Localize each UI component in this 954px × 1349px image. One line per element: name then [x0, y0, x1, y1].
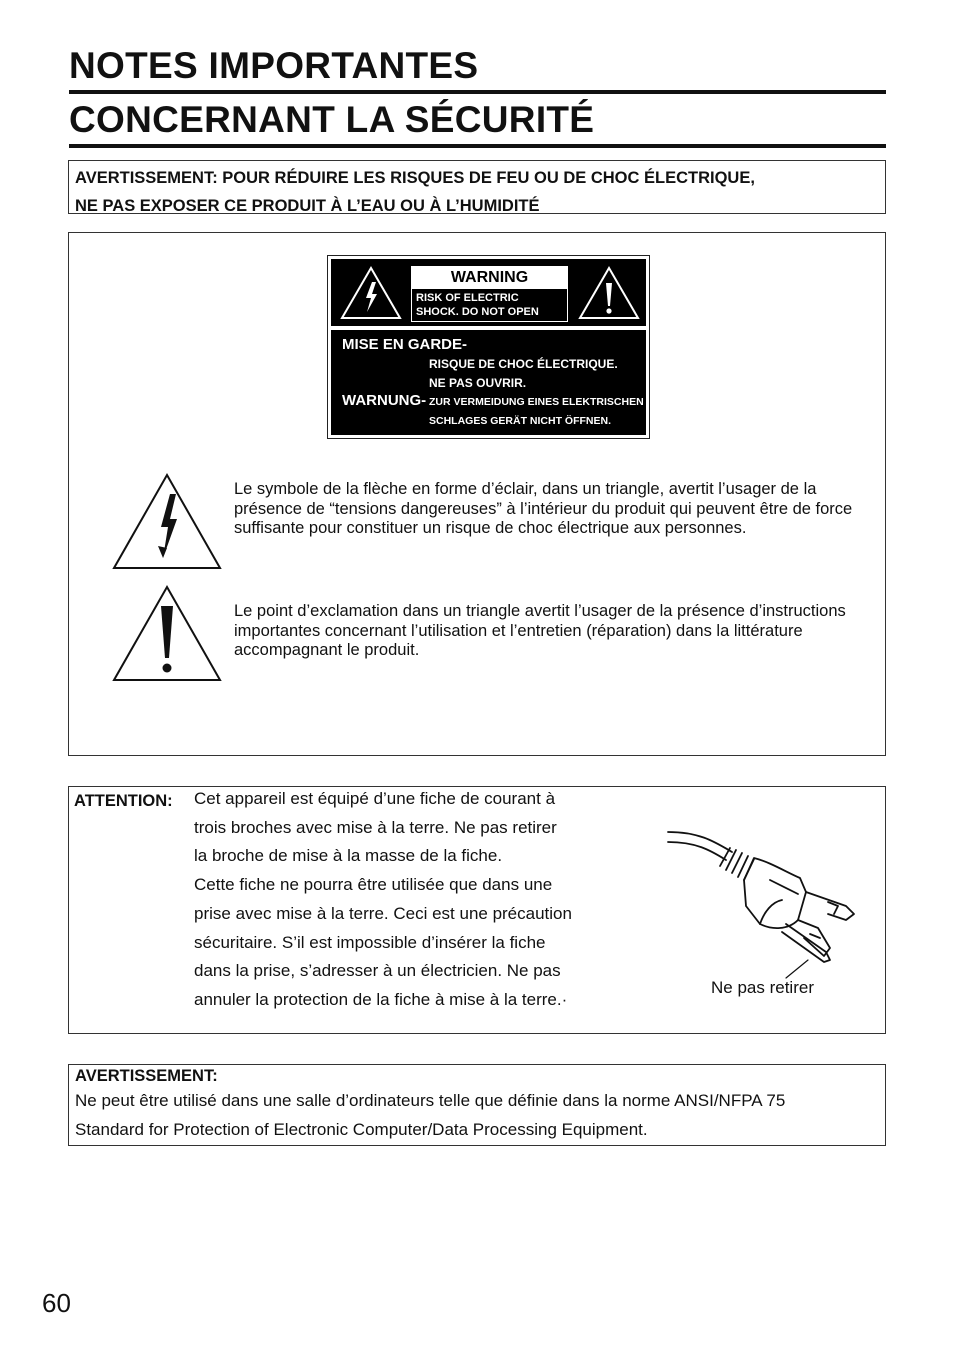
attention-line: annuler la protection de la fiche à mise à la terre.· [194, 989, 568, 1009]
page-number: 60 [42, 1288, 71, 1318]
warnung-line2: SCHLAGES GERÄT NICHT ÖFFNEN. [429, 415, 612, 427]
plug-caption: Ne pas retirer [711, 978, 814, 997]
attention-line: la broche de mise à la masse de la fiche. [194, 846, 503, 866]
attention-label: ATTENTION: [74, 792, 173, 810]
warning-box [411, 266, 568, 322]
attention-line: Cet appareil est équipé d’une fiche de courant à [194, 789, 556, 808]
avertissement-title: AVERTISSEMENT: [75, 1067, 218, 1085]
avertissement-line1: Ne peut être utilisé dans une salle d’ordinateurs telle que définie dans la norme ANSI/NFPA 75 [75, 1091, 786, 1110]
exclamation-symbol-icon [111, 584, 223, 684]
warning-banner-line2: NE PAS EXPOSER CE PRODUIT À L’EAU OU À L’HUMIDITÉ [75, 197, 540, 215]
attention-line: trois broches avec mise à la terre. Ne pas retirer [194, 817, 557, 837]
attention-text [194, 785, 634, 1015]
mise-en-garde-line2: NE PAS OUVRIR. [429, 376, 527, 390]
exclamation-symbol-description: Le point d’exclamation dans un triangle avertit l’usager de la présence d’instructions importantes concernant l’utilisation et l’entretien (réparation) dans la littérature accompagnant le produit. [234, 602, 846, 659]
page-title-line2: CONCERNANT LA SÉCURITÉ [69, 100, 886, 148]
label-divider [331, 326, 646, 330]
attention-line: Cette fiche ne pourra être utilisée que dans une [194, 875, 553, 895]
grounded-plug-icon [660, 820, 870, 980]
warnung-label: WARNUNG- [342, 392, 427, 409]
warning-banner-line1: AVERTISSEMENT: POUR RÉDUIRE LES RISQUES DE FEU OU DE CHOC ÉLECTRIQUE, [75, 169, 755, 187]
warning-title: WARNING [412, 267, 567, 289]
warnung-line1: ZUR VERMEIDUNG EINES ELEKTRISCHEN [429, 396, 644, 408]
attention-line: dans la prise, s’adresser à un électricien. Ne pas [194, 961, 561, 981]
page-title-line1: NOTES IMPORTANTES [69, 46, 886, 94]
caution-label [327, 255, 650, 439]
lightning-triangle-icon [339, 265, 403, 321]
exclamation-triangle-icon [577, 265, 641, 321]
lightning-symbol-icon [111, 472, 223, 572]
avertissement-line2: Standard for Protection of Electronic Computer/Data Processing Equipment. [75, 1120, 648, 1139]
avertissement-panel [68, 1064, 886, 1146]
warning-sub-line1: RISK OF ELECTRIC [416, 292, 519, 304]
warning-banner [68, 160, 886, 214]
warning-sub-line2: SHOCK. DO NOT OPEN [416, 306, 539, 318]
lightning-symbol-description: Le symbole de la flèche en forme d’éclair, dans un triangle, avertit l’usager de la présence de “tensions dangereuses” à l’intérieur du produit qui peuvent être de force suffisante pour constituer un risque de choc électrique aux personnes. [234, 480, 853, 537]
attention-line: prise avec mise à la terre. Ceci est une précaution [194, 903, 572, 923]
mise-en-garde-label: MISE EN GARDE- [342, 336, 468, 353]
attention-line: sécuritaire. S’il est impossible d’insérer la fiche [194, 932, 546, 952]
mise-en-garde-line1: RISQUE DE CHOC ÉLECTRIQUE. [429, 357, 618, 371]
